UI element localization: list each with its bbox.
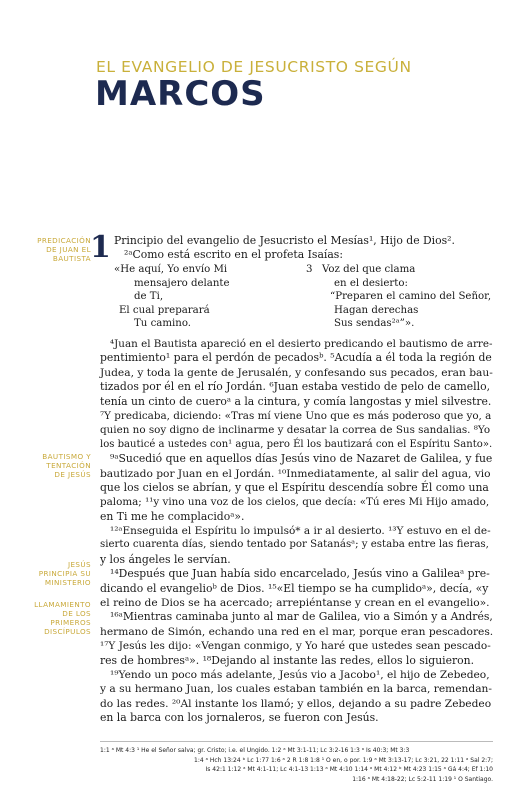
body-line: en Ti me he complacidoᵃ». (100, 509, 245, 523)
poetry-right (322, 263, 491, 331)
body-line: ¹⁶ᵃMientras caminaba junto al mar de Galilea, vio a Simón y a Andrés, (110, 610, 493, 624)
footnote-divider (100, 741, 493, 742)
poetry-line: Tu camino. (134, 318, 192, 330)
body-line: res de hombresᵃ». ¹⁸Dejando al instante las redes, ellos lo siguieron. (100, 653, 475, 667)
body-line: ⁹ᵃSucedió que en aquellos días Jesús vino de Nazaret de Galilea, y fue (110, 452, 493, 466)
body-line: bautizado por Juan en el Jordán. ¹⁰Inmediatamente, al salir del agua, vio (100, 466, 491, 480)
body-line: paloma; ¹¹y vino una voz de los cielos, que decía: «Tú eres Mi Hijo amado, (100, 496, 490, 509)
body-line: ¹⁴Después que Juan había sido encarcelado, Jesús vino a Galileaᵃ pre- (110, 567, 490, 581)
body-line: ¹⁹Yendo un poco más adelante, Jesús vio a Jacobo¹, el hijo de Zebedeo, (110, 667, 490, 681)
poetry-left (114, 263, 230, 331)
side-heading-ministerio: JESÚS PRINCIPIA SU MINISTERIO (38, 560, 91, 587)
poetry-line: El cual preparará (119, 304, 210, 316)
body-line: ¹²ᵃEnseguida el Espíritu lo impulsó* a ir al desierto. ¹³Y estuvo en el de- (110, 525, 491, 538)
body-line: hermano de Simón, echando una red en el mar, porque eran pescadores. (100, 624, 494, 638)
footnotes (100, 746, 493, 784)
poetry-line: Sus sendas²ᵃ”». (334, 318, 415, 330)
poetry-line: de Ti, (134, 291, 164, 303)
body-line: el reino de Dios se ha acercado; arrepiéntanse y crean en el evangelio». (100, 596, 490, 610)
body-line: do las redes. ²⁰Al instante los llamó; y ellos, dejando a su padre Zebedeo (100, 696, 492, 710)
body-line: Judea, y toda la gente de Jerusalén, y confesando sus pecados, eran bau- (100, 365, 493, 379)
body-line: los bauticé a ustedes con¹ agua, pero Él los bautizará con el Espíritu Santo». (100, 438, 493, 450)
body-line: y a su hermano Juan, los cuales estaban también en la barca, remendan- (100, 682, 492, 696)
book-title: MARCOS (95, 74, 266, 114)
body-line: ⁴Juan el Bautista apareció en el desierto predicando el bautismo de arre- (110, 338, 493, 350)
poetry-verse-number: 3 (306, 264, 313, 275)
body-line: ¹⁷Y Jesús les dijo: «Vengan conmigo, y Yo haré que ustedes sean pescado- (100, 640, 491, 653)
body-line: ⁷Y predicaba, diciendo: «Tras mí viene Uno que es más poderoso que yo, a (100, 409, 492, 422)
poetry-line: Voz del que clama (322, 264, 416, 275)
body-line: tizados por él en el río Jordán. ⁶Juan estaba vestido de pelo de camello, (100, 380, 491, 394)
intro-line: ²ᵃComo está escrito en el profeta Isaías: (124, 248, 343, 262)
body-line: en la barca con los jornaleros, se fueron con Jesús. (100, 711, 379, 725)
poetry-line: en el desierto: (334, 277, 408, 289)
body-line: y los ángeles le servían. (100, 552, 231, 566)
footnote-line: 1:4 ᵃ Hch 13:24 ᵇ Lc 1:77 1:6 ᵃ 2 R 1:8 1:8 ¹ O en, o por. 1:9 ᵃ Mt 3:13-17; Lc 3:21, 22 1:11 ᵃ Sal 2:7; (194, 756, 493, 764)
body-line: tenía un cinto de cueroᵃ a la cintura, y comía langostas y miel silvestre. (100, 394, 492, 408)
footnote-line: 1:16 ᵃ Mt 4:18-22; Lc 5:2-11 1:19 ¹ O Santiago. (352, 775, 493, 783)
body-line: que los cielos se abrían, y que el Espíritu descendía sobre Él como una (100, 480, 489, 494)
body-line: pentimiento¹ para el perdón de pecadosᵇ. ⁵Acudía a él toda la región de (100, 351, 492, 365)
footnote-line: Is 42:1 1:12 ᵃ Mt 4:1-11; Lc 4:1-13 1:13 ᵃ Mt 4:10 1:14 ᵃ Mt 4:12 ᵇ Mt 4:23 1:15 ᵃ Gá 4:4; Ef 1:10 (205, 766, 493, 774)
intro-line: Principio del evangelio de Jesucristo el Mesías¹, Hijo de Dios². (114, 234, 455, 247)
body-line: dicando el evangelioᵇ de Dios. ¹⁵«El tiempo se ha cumplidoᵃ», decía, «y (100, 581, 489, 595)
body-line: sierto cuarenta días, siendo tentado por Satanásᵃ; y estaba entre las fieras, (100, 539, 489, 551)
side-heading-llamamiento: LLAMAMIENTO DE LOS PRIMEROS DISCÍPULOS (34, 600, 91, 636)
intro-text (114, 234, 493, 263)
body-text (100, 337, 493, 726)
poetry-line: «He aquí, Yo envío Mi (114, 264, 228, 275)
poetry-line: Hagan derechas (334, 304, 419, 316)
poetry-line: “Preparen el camino del Señor, (330, 291, 492, 303)
book-supertitle: EL EVANGELIO DE JESUCRISTO SEGÚN (96, 58, 412, 76)
side-heading-bautismo: BAUTISMO Y TENTACIÓN DE JESÚS (42, 452, 91, 479)
body-line: quien no soy digno de inclinarme y desatar la correa de Sus sandalias. ⁸Yo (100, 424, 491, 437)
side-heading-juan: PREDICACIÓN DE JUAN EL BAUTISTA (37, 236, 91, 263)
poetry-line: mensajero delante (134, 277, 230, 289)
chapter-number: 1 (90, 230, 111, 265)
footnote-line: 1:1 ᵃ Mt 4:3 ¹ He el Señor salva; gr. Cristo; i.e. el Ungido. 1:2 ᵃ Mt 3:1-11; Lc 3:2-16 1:3 ᵃ Is 40:3; Mt 3:3 (100, 747, 410, 754)
